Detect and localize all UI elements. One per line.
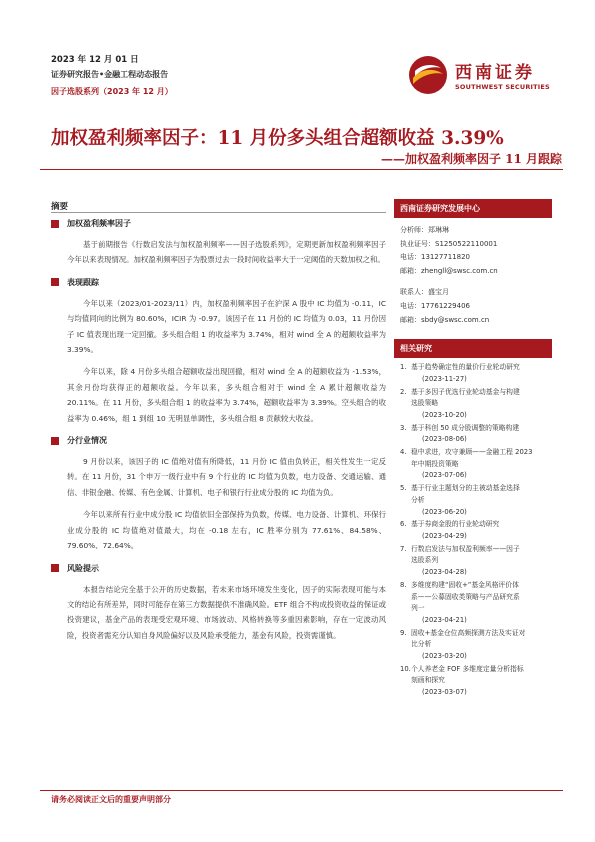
related-item-number: 6. [400,520,407,529]
analyst-email[interactable]: 邮箱：zhengll@swsc.com.cn [400,266,498,275]
related-item[interactable] [400,447,552,482]
related-item-title-line: 列一 [411,604,425,613]
paragraph: 今年以来，除 4 月份多头组合超额收益出现回撤，相对 wind 全 A 的超额收益为 -1.53%，其余月份均获得正的超额收益。今年以来，多头组合相对于 wind 全 A 累计超额收益为 20.11%。在 11 月份，多头组合组 1 的收益率为 3.74%，超额收益率为 3.39%。空头组合的收益率为 0.46%，组 1 到组 10 无明显单调性，多头组合组 8 贡献较大收益。 [67,367,386,423]
related-item[interactable] [400,362,552,385]
paragraph: 基于前期报告《行数启发法与加权盈利频率——因子选股系列》，定期更新加权盈利频率因子今年以来表现情况。加权盈利频率因子为股票过去一段时间收益率大于一定阈值的天数加权之和。 [67,240,386,265]
section-industry [51,435,386,553]
abstract-divider [51,212,386,213]
related-item-title-line: 选股系列 [411,556,439,565]
paragraph: 本报告结论完全基于公开的历史数据，若未来市场环境发生变化，因子的实际表现可能与本文的结论有所差异，同时可能存在第三方数据提供不准确风险。ETF 组合不构成投资收益的保证或投资建议，基金产品的表现受宏观环境、市场波动、风格转换等多重因素影响，存在一定波动风险，投资者需充分认知自身风险偏好以及风险承受能力，基金有风险，投资需谨慎。 [67,584,386,640]
team-header: 西南证券研究发展中心 [394,199,552,218]
related-item-number: 9. [400,628,407,637]
analyst-phone: 电话：13127711820 [400,253,470,262]
related-item-number: 10. [400,664,411,673]
related-item-body [411,664,524,699]
related-item-number: 2. [400,387,407,396]
report-series: 因子选股系列（2023 年 12 月） [51,87,173,96]
related-item-title-line: 基于行业主题划分的主被动基金选择 [411,484,520,493]
related-item[interactable] [400,544,552,579]
paragraph: 9 月份以来，该因子的 IC 值绝对值有所降低，11 月份 IC 值由负转正，相关性发生一定反转。在 11 月份，31 个申万一级行业中有 9 个行业的 IC 均值为负数，电力设备、交通运输、通信、非银金融、传媒、有色金属、计算机、电子和银行行业成分股的 IC 均值为负。 [67,457,386,497]
report-type: 证券研究报告•金融工程动态报告 [51,70,169,79]
contact-email[interactable]: 邮箱：sbdy@swsc.com.cn [400,315,490,324]
related-item-title-line: 刻画和探究 [411,676,445,685]
related-item-body [411,423,519,446]
related-item-date: (2023-11-27) [422,374,467,383]
related-item-title-line: 基于多因子优选行业轮动基金与构建 [411,387,520,396]
brand-name-en: SOUTHWEST SECURITIES [455,83,550,91]
section-weighted-factor [51,218,386,268]
page-subtitle: ——加权盈利频率因子 11 月跟踪 [380,152,562,166]
related-item-number: 8. [400,580,407,589]
brand-logo [405,52,555,102]
related-item-body [411,580,520,627]
related-item-number: 1. [400,363,407,372]
related-item-title-line: 多维度构建“固收+”基金风格评价体 [411,580,519,589]
related-item-number: 3. [400,423,407,432]
related-item-date: (2023-04-21) [422,615,467,624]
related-item-date: (2023-06-20) [422,507,467,516]
related-item-title-line: 年中期投资策略 [411,459,459,468]
related-item-title-line: 稳中求进，攻守兼顾——金融工程 2023 [411,448,533,457]
page-title: 加权盈利频率因子：11 月份多头组合超额收益 3.39% [51,128,504,149]
related-item[interactable] [400,580,552,627]
analyst-cert: 执业证号：S1250522110001 [400,239,498,248]
brand-emblem-icon [407,54,449,96]
related-item-body [411,483,520,518]
related-item-title-line: 分析 [411,495,425,504]
related-item[interactable] [400,519,552,542]
related-item-title-line: 比分析 [411,640,432,649]
related-item[interactable] [400,664,552,699]
contact-name: 联系人：盛宝月 [400,288,449,297]
footer-divider [40,790,563,791]
title-divider [40,169,563,170]
related-item-title-line: 行数启发法与加权盈利频率——因子 [411,544,520,553]
related-item-title-line: 个人养老金 FOF 多维度定量分析指标 [411,664,524,673]
bullet-icon [51,220,59,228]
related-header: 相关研究 [394,339,552,358]
related-item-title-line: 固收+基金仓位高频探测方法及实证对 [411,628,526,637]
footer-disclaimer: 请务必阅读正文后的重要声明部分 [51,795,171,804]
related-item-title-line: 系——公募固收类策略与产品研究系 [411,592,520,601]
related-item-number: 7. [400,544,407,553]
abstract-body [51,218,386,652]
related-item-date: (2023-04-28) [422,568,467,577]
related-item-body [411,387,520,422]
related-item[interactable] [400,483,552,518]
related-item-body [411,519,499,542]
related-item[interactable] [400,387,552,422]
paragraph: 今年以来（2023/01-2023/11）内，加权盈利频率因子在沪深 A 股中 IC 均值为 -0.11，IC 与均值同向的比例为 80.60%，ICIR 为 -0.97。该因子在 11 月份的 IC 均值为 0.03，11 月份因子 IC 值表现出现一定回撤。多头组合组 1 的收益率为 3.74%，相对 wind 全 A 的超额收益率为 3.39%。 [67,298,386,355]
section-heading: 风险提示 [67,563,99,573]
related-item[interactable] [400,628,552,663]
analyst-name: 分析师：郑琳琳 [400,226,449,234]
related-item-body [411,447,532,482]
related-item-body [411,362,520,385]
related-item-date: (2023-07-06) [422,471,467,480]
section-heading: 分行业情况 [67,436,107,446]
paragraph: 今年以来所有行业中成分股 IC 均值依旧全部保持为负数，传媒、电力设备、计算机、环保行业成分股的 IC 均值绝对值最大，均在 -0.18 左右，IC 胜率分别为 77.61%、84.58%、79.60%、72.64%。 [67,510,386,551]
related-item-body [411,544,520,579]
bullet-icon [51,278,59,286]
related-list [394,358,552,699]
abstract-label: 摘要 [51,202,69,212]
section-heading: 加权盈利频率因子 [67,219,131,228]
brand-name-cn: 西南证券 [455,63,535,83]
related-item-number: 5. [400,484,407,493]
related-item-date: (2023-10-20) [422,410,467,419]
bullet-icon [51,564,59,572]
section-heading: 表现跟踪 [67,277,99,287]
related-item-body [411,628,525,663]
related-item-date: (2023-08-06) [422,435,467,444]
sidebar [394,199,552,700]
related-item-title-line: 基于趋势确定性的量价行业轮动研究 [411,363,520,372]
related-item-date: (2023-04-29) [422,532,467,540]
related-item-title-line: 基于科创 50 成分股调整的策略构建 [411,423,520,432]
related-item-number: 4. [400,448,407,457]
section-performance [51,277,386,426]
related-item-date: (2023-03-07) [422,688,467,697]
report-date: 2023 年 12 月 01 日 [51,55,139,65]
related-item-title-line: 基于券商金股的行业轮动研究 [411,520,500,529]
related-item-title-line: 选股策略 [411,399,439,408]
bullet-icon [51,437,59,445]
section-risk [51,563,386,644]
related-item[interactable] [400,423,552,446]
contact-phone: 电话：17761229406 [400,301,470,310]
related-item-date: (2023-03-20) [422,652,467,661]
